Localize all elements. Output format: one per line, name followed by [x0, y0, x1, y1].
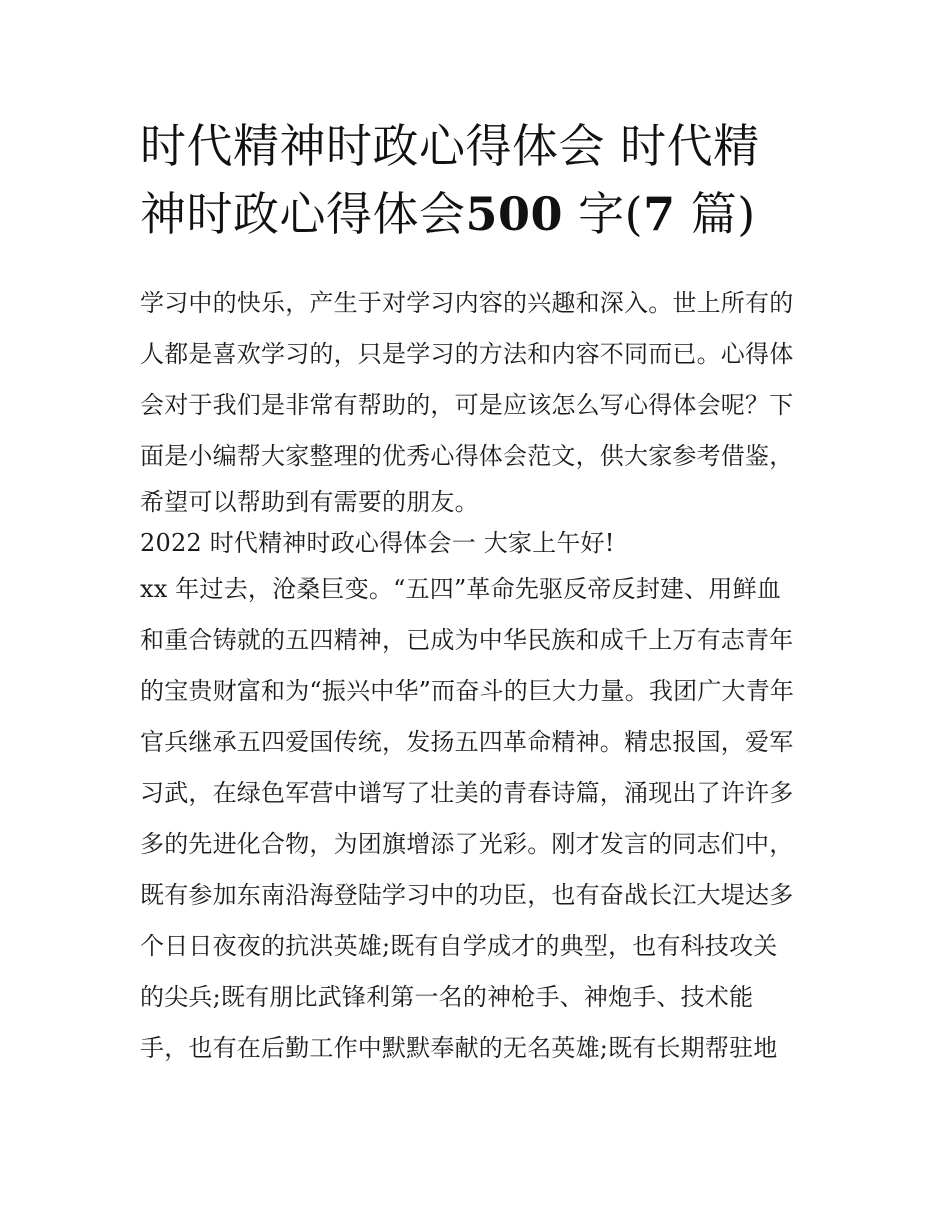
title-line-1: 时代精神时政心得体会 时代精: [140, 119, 760, 173]
title-article-count: 7: [643, 187, 676, 241]
paragraph-line: 希望可以帮助到有需要的朋友。: [140, 488, 479, 516]
paragraph-line: 的宝贵财富和为“振兴中华”而奋斗的巨大力量。我团广大青年: [140, 677, 795, 705]
paragraph-line: 手，也有在后勤工作中默默奉献的无名英雄;既有长期帮驻地: [140, 1034, 778, 1062]
title-suffix-text: 篇): [675, 187, 756, 241]
paragraph-line: 个日日夜夜的抗洪英雄;既有自学成才的典型，也有科技攻关: [140, 932, 778, 960]
paragraph-line: 面是小编帮大家整理的优秀心得体会范文，供大家参考借鉴，: [140, 442, 794, 470]
paragraph-line: 会对于我们是非常有帮助的，可是应该怎么写心得体会呢？下: [140, 391, 794, 419]
paragraph-line: 既有参加东南沿海登陆学习中的功臣，也有奋战长江大堤达多: [140, 881, 794, 909]
paragraph-line: 官兵继承五四爱国传统，发扬五四革命精神。精忠报国，爱军: [140, 728, 794, 756]
paragraph-line: 学习中的快乐，产生于对学习内容的兴趣和深入。世上所有的: [140, 289, 794, 317]
section-heading-line: 2022 时代精神时政心得体会一 大家上午好!: [140, 529, 615, 557]
title-word-count: 500: [465, 187, 564, 241]
paragraph-line: 多的先进化合物，为团旗增添了光彩。刚才发言的同志们中，: [140, 830, 794, 858]
paragraph-line: 的尖兵;既有朋比武锋利第一名的神枪手、神炮手、技术能: [140, 983, 754, 1011]
paragraph-line: xx 年过去，沧桑巨变。“五四”革命先驱反帝反封建、用鲜血: [140, 575, 782, 603]
paragraph-line: 人都是喜欢学习的，只是学习的方法和内容不同而已。心得体: [140, 340, 794, 368]
document-body: [140, 278, 820, 1074]
title-unit-text: 字(: [563, 187, 644, 241]
paragraph-line: 习武，在绿色军营中谱写了壮美的青春诗篇，涌现出了许许多: [140, 779, 794, 807]
paragraph-line: 和重合铸就的五四精神，已成为中华民族和成千上万有志青年: [140, 626, 794, 654]
document-title: [140, 112, 820, 248]
title-line-2: 神时政心得体会: [140, 187, 466, 241]
